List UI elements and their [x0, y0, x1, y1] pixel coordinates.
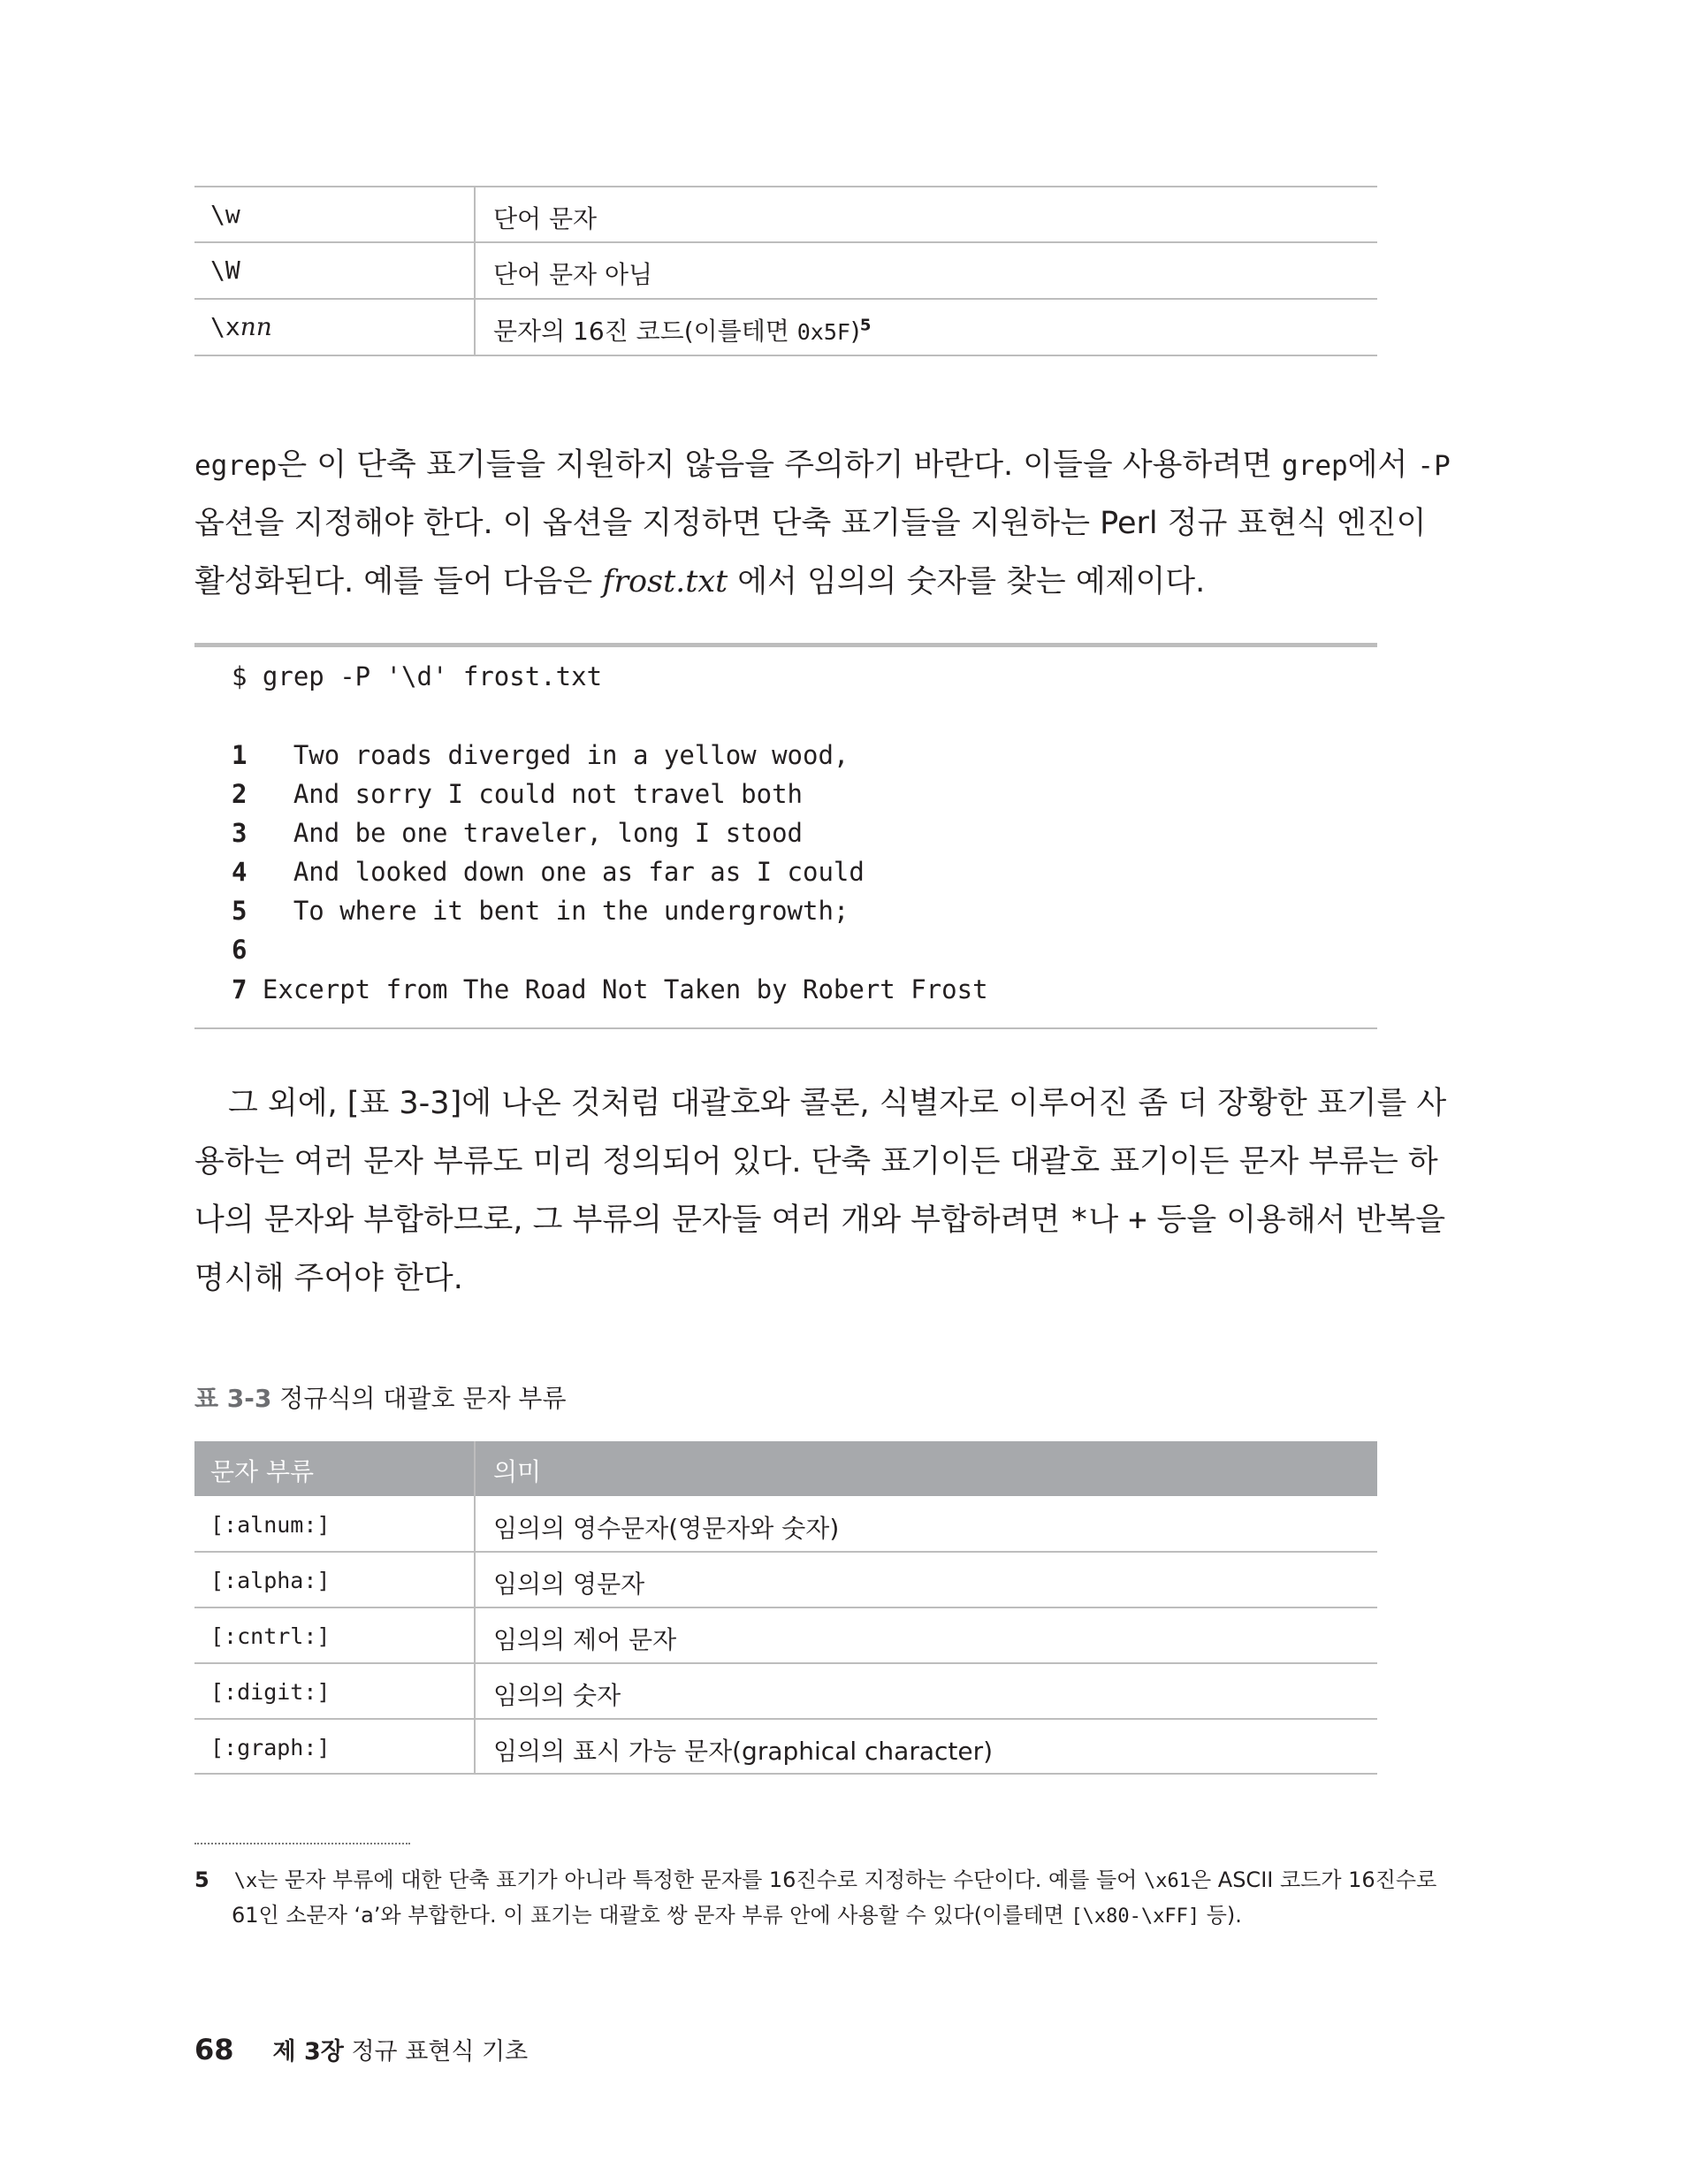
paragraph-line — [194, 557, 1205, 601]
text: 은 ASCII 코드가 16진수로 — [1190, 1867, 1437, 1892]
chapter-title: 정규 표현식 기초 — [343, 2038, 529, 2066]
table-title: 정규식의 대괄호 문자 부류 — [271, 1384, 567, 1413]
bracket-class-table — [194, 1441, 1377, 1777]
footnote-rule — [194, 1843, 410, 1844]
page-number: 68 — [194, 2033, 234, 2066]
text: 활성화된다. 예를 들어 다음은 — [194, 564, 603, 599]
text: 에서 — [1347, 447, 1418, 483]
code-block-top-rule — [194, 643, 1377, 647]
table-row — [194, 1664, 1377, 1719]
class-name: [:cntrl:] — [210, 1623, 331, 1649]
table-header — [194, 1441, 1377, 1496]
text: 는 문자 부류에 대한 단축 표기가 아니라 특정한 문자를 16진수로 지정하는 수단이다. 예를 들어 — [257, 1867, 1144, 1892]
text: 은 이 단축 표기들을 지원하지 않음을 주의하기 바란다. 이들을 사용하려면 — [277, 447, 1283, 483]
line-text: And be one traveler, long I stood — [247, 818, 804, 848]
table-row — [194, 1608, 1377, 1663]
text: 등을 이용해서 반복을 — [1147, 1203, 1446, 1238]
class-meaning: 임의의 숫자 — [493, 1681, 621, 1710]
escape-code-prefix: \x — [210, 312, 240, 341]
code-output-line — [232, 857, 865, 887]
inline-code: * — [1070, 1203, 1089, 1238]
code-output-line — [232, 935, 247, 965]
paragraph-line — [194, 440, 1451, 485]
line-number: 4 — [232, 857, 248, 887]
table-row — [194, 187, 1377, 242]
description-text: 문자의 16진 코드(이를테면 — [493, 317, 797, 346]
header-class: 문자 부류 — [210, 1457, 315, 1486]
inline-code: -P — [1417, 450, 1451, 482]
class-name: [:alpha:] — [210, 1568, 331, 1593]
code-output-line — [232, 818, 803, 848]
escape-code: \w — [210, 200, 240, 229]
page-footer — [194, 2032, 528, 2066]
filename: frost.txt — [602, 564, 728, 599]
table-label: 표 3-3 — [194, 1384, 272, 1413]
paragraph-line: 옵션을 지정해야 한다. 이 옵션을 지정하면 단축 표기들을 지원하는 Perl 정규 표현식 엔진이 — [194, 506, 1427, 541]
footnote-line — [194, 1862, 1436, 1893]
header-meaning: 의미 — [493, 1457, 542, 1486]
inline-code: \x — [233, 1870, 258, 1892]
class-name: [:graph:] — [210, 1735, 331, 1760]
footnote-marker: 5 — [859, 316, 872, 335]
footnote-line — [232, 1898, 1242, 1928]
code-output-line — [232, 974, 988, 1004]
escape-description: 단어 문자 — [493, 204, 598, 233]
line-number: 3 — [232, 818, 248, 848]
line-number: 2 — [232, 779, 248, 809]
line-text: And sorry I could not travel both — [247, 779, 804, 809]
code-block-bottom-rule — [194, 1027, 1377, 1029]
line-text: To where it bent in the undergrowth; — [247, 896, 850, 926]
line-text: Excerpt from The Road Not Taken by Robert Frost — [247, 974, 988, 1004]
description-close: ) — [850, 317, 860, 346]
class-meaning: 임의의 표시 가능 문자(graphical character) — [493, 1737, 994, 1766]
inline-code: [\x80-\xFF] — [1070, 1905, 1200, 1928]
escape-description — [493, 312, 871, 347]
line-number: 6 — [232, 935, 248, 965]
class-meaning: 임의의 영수문자(영문자와 숫자) — [493, 1514, 840, 1543]
text: 나의 문자와 부합하므로, 그 부류의 문자들 여러 개와 부합하려면 — [194, 1203, 1070, 1238]
code-output-line — [232, 896, 849, 926]
escape-code: \W — [210, 256, 240, 285]
class-meaning: 임의의 제어 문자 — [493, 1625, 677, 1654]
chapter-label: 제 3장 — [272, 2038, 344, 2066]
paragraph-line: 명시해 주어야 한다. — [194, 1261, 463, 1296]
inline-code: egrep — [194, 450, 278, 482]
paragraph-line: 그 외에, [표 3-3]에 나온 것처럼 대괄호와 콜론, 식별자로 이루어진 좀 더 장황한 표기를 사 — [228, 1086, 1447, 1121]
text: 61인 소문자 ‘a’와 부합한다. 이 표기는 대괄호 쌍 문자 부류 안에 사용할 수 있다(이를테면 — [232, 1903, 1071, 1928]
escape-code — [210, 312, 272, 341]
paragraph-line: 용하는 여러 문자 부류도 미리 정의되어 있다. 단축 표기이든 대괄호 표기이든 문자 부류는 하 — [194, 1144, 1438, 1180]
code-output-line — [232, 740, 849, 770]
table-row — [194, 300, 1377, 355]
line-text: Two roads diverged in a yellow wood, — [247, 740, 850, 770]
text: 나 — [1088, 1203, 1129, 1238]
table-rule — [194, 355, 1377, 356]
class-name: [:digit:] — [210, 1679, 331, 1705]
class-meaning: 임의의 영문자 — [493, 1569, 645, 1599]
escape-table — [194, 186, 1377, 357]
class-name: [:alnum:] — [210, 1512, 331, 1538]
inline-code: \x61 — [1143, 1870, 1191, 1892]
paragraph-line — [194, 1195, 1445, 1240]
text: 에서 임의의 숫자를 찾는 예제이다. — [728, 564, 1206, 599]
footnote-number: 5 — [194, 1867, 210, 1892]
escape-description: 단어 문자 아님 — [493, 260, 653, 289]
line-number: 5 — [232, 896, 248, 926]
code-command: $ grep -P '\d' frost.txt — [232, 661, 603, 691]
line-text: And looked down one as far as I could — [247, 857, 865, 887]
table-row — [194, 1553, 1377, 1607]
line-number: 7 — [232, 974, 248, 1004]
text: 등). — [1200, 1903, 1242, 1928]
escape-code-variable: nn — [240, 312, 272, 341]
table-row — [194, 1720, 1377, 1775]
inline-code: grep — [1282, 450, 1348, 482]
line-number: 1 — [232, 740, 248, 770]
table-row — [194, 243, 1377, 298]
inline-code: + — [1128, 1203, 1147, 1238]
hex-example: 0x5F — [796, 319, 850, 345]
table-row — [194, 1497, 1377, 1552]
code-output-line — [232, 779, 803, 809]
table-caption — [194, 1379, 567, 1415]
